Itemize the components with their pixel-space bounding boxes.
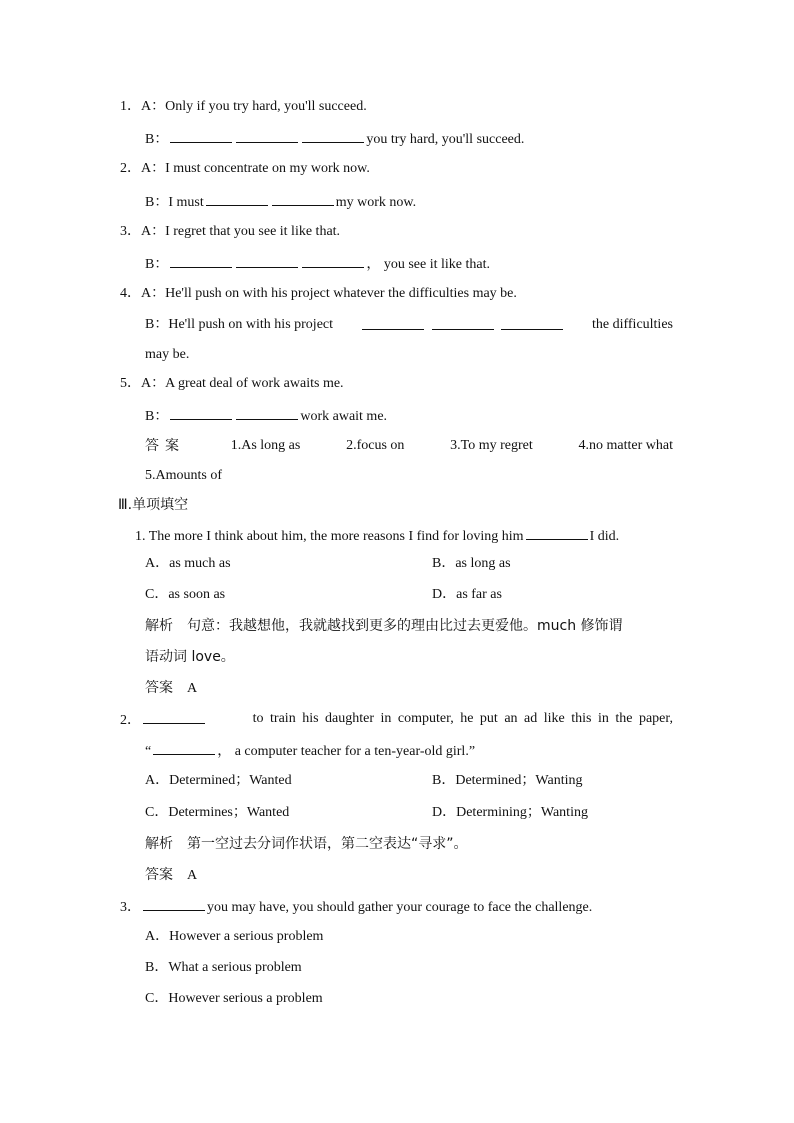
blank xyxy=(302,254,364,268)
blank xyxy=(143,710,205,724)
mc2-stem2-post: ， a computer teacher for a ten-year-old girl.” xyxy=(217,744,476,759)
mc3-option-b: B．What a serious problem xyxy=(145,960,302,975)
answer-item: 1.As long as xyxy=(230,438,301,453)
mc1-option-a: A．as much as xyxy=(145,556,231,571)
q4-b-blanks xyxy=(360,316,565,336)
q5-b-suffix: work await me. xyxy=(300,409,388,424)
answer-item: 2.focus on xyxy=(346,438,405,453)
q1-line-b xyxy=(145,129,524,149)
mc2-option-d: D．Determining；Wanting xyxy=(432,805,588,820)
blank xyxy=(153,741,215,755)
mc3-option-a: A．However a serious problem xyxy=(145,929,324,944)
blank xyxy=(272,192,334,206)
mc2-option-a: A．Determined；Wanted xyxy=(145,773,292,788)
q1-b-prefix: B： xyxy=(145,132,169,147)
q5-line-a: 5．A：A great deal of work awaits me. xyxy=(120,376,344,391)
q4-line-a: 4．A：He'll push on with his project whatever the difficulties may be. xyxy=(120,286,517,301)
mc1-option-d: D．as far as xyxy=(432,587,502,602)
mc1-stem-post: I did. xyxy=(589,529,620,544)
mc1-answer xyxy=(145,679,197,698)
blank xyxy=(302,129,364,143)
mc2-option-b: B．Determined；Wanting xyxy=(432,773,583,788)
answer-item: 4.no matter what xyxy=(578,438,673,453)
explanation-text: 第一空过去分词作状语，第二空表达“寻求”。 xyxy=(187,836,468,852)
q5-line-b xyxy=(145,406,387,426)
blank xyxy=(501,316,563,330)
mc2-stem xyxy=(120,710,673,730)
explanation-label: 解析 xyxy=(145,836,173,852)
section-title: Ⅲ.单项填空 xyxy=(118,497,189,513)
explanation-label: 解析 xyxy=(145,618,173,634)
blank xyxy=(206,192,268,206)
blank xyxy=(236,129,298,143)
mc1-explanation xyxy=(145,617,623,636)
answer-label: 答案 xyxy=(145,680,173,696)
answer-value: A xyxy=(187,681,198,696)
mc1-stem-pre: 1. The more I think about him, the more reasons I find for loving him xyxy=(135,529,524,544)
q5-b-prefix: B： xyxy=(145,409,169,424)
blank xyxy=(236,406,298,420)
mc2-stem-cont xyxy=(145,741,475,761)
question-number: 3． xyxy=(120,900,141,915)
answers-line-cont: 5.Amounts of xyxy=(145,468,222,483)
mc2-option-c: C．Determines；Wanted xyxy=(145,805,290,820)
mc3-stem xyxy=(120,897,592,917)
mc2-stem-text: to train his daughter in computer, he put an ad like this in the paper, xyxy=(252,711,673,726)
explanation-text: 句意：我越想他，我就越找到更多的理由比过去更爱他。much 修饰谓 xyxy=(187,618,623,634)
q2-b-suffix: my work now. xyxy=(335,195,417,210)
answer-label: 答案 xyxy=(145,438,185,454)
q1-b-suffix: you try hard, you'll succeed. xyxy=(366,132,525,147)
q2-b-prefix: B：I must xyxy=(145,195,204,210)
blank xyxy=(170,406,232,420)
mc2-explanation xyxy=(145,835,468,854)
blank xyxy=(170,254,232,268)
q4-b-suffix: the difficulties xyxy=(591,317,673,332)
q3-line-b xyxy=(145,254,490,274)
answer-label: 答案 xyxy=(145,867,173,883)
mc1-stem xyxy=(135,526,619,546)
q3-b-prefix: B： xyxy=(145,257,169,272)
mc3-stem-text: you may have, you should gather your courage to face the challenge. xyxy=(207,900,593,915)
blank xyxy=(362,316,424,330)
question-number: 2． xyxy=(120,713,141,728)
blank xyxy=(526,526,588,540)
mc1-option-c: C．as soon as xyxy=(145,587,226,602)
blank xyxy=(432,316,494,330)
q4-b-prefix: B：He'll push on with his project xyxy=(145,317,334,332)
q3-b-suffix: ， you see it like that. xyxy=(366,257,490,272)
q2-line-b xyxy=(145,192,416,212)
answer-item: 3.To my regret xyxy=(450,438,533,453)
answer-value: A xyxy=(187,868,198,883)
q4-line-b-cont: may be. xyxy=(145,347,190,362)
blank xyxy=(236,254,298,268)
answers-line xyxy=(145,437,673,455)
mc2-stem-start xyxy=(120,710,207,730)
q2-line-a: 2．A：I must concentrate on my work now. xyxy=(120,161,370,176)
mc3-option-c: C．However serious a problem xyxy=(145,991,323,1006)
blank xyxy=(143,897,205,911)
mc1-explanation-cont: 语动词 love。 xyxy=(145,649,235,665)
q4-line-b xyxy=(145,316,673,336)
mc2-answer xyxy=(145,866,197,885)
blank xyxy=(170,129,232,143)
mc1-option-b: B．as long as xyxy=(432,556,511,571)
q1-line-a: 1．A：Only if you try hard, you'll succeed. xyxy=(120,99,367,114)
mc2-stem2-pre: “ xyxy=(145,744,152,759)
q3-line-a: 3．A：I regret that you see it like that. xyxy=(120,224,341,239)
